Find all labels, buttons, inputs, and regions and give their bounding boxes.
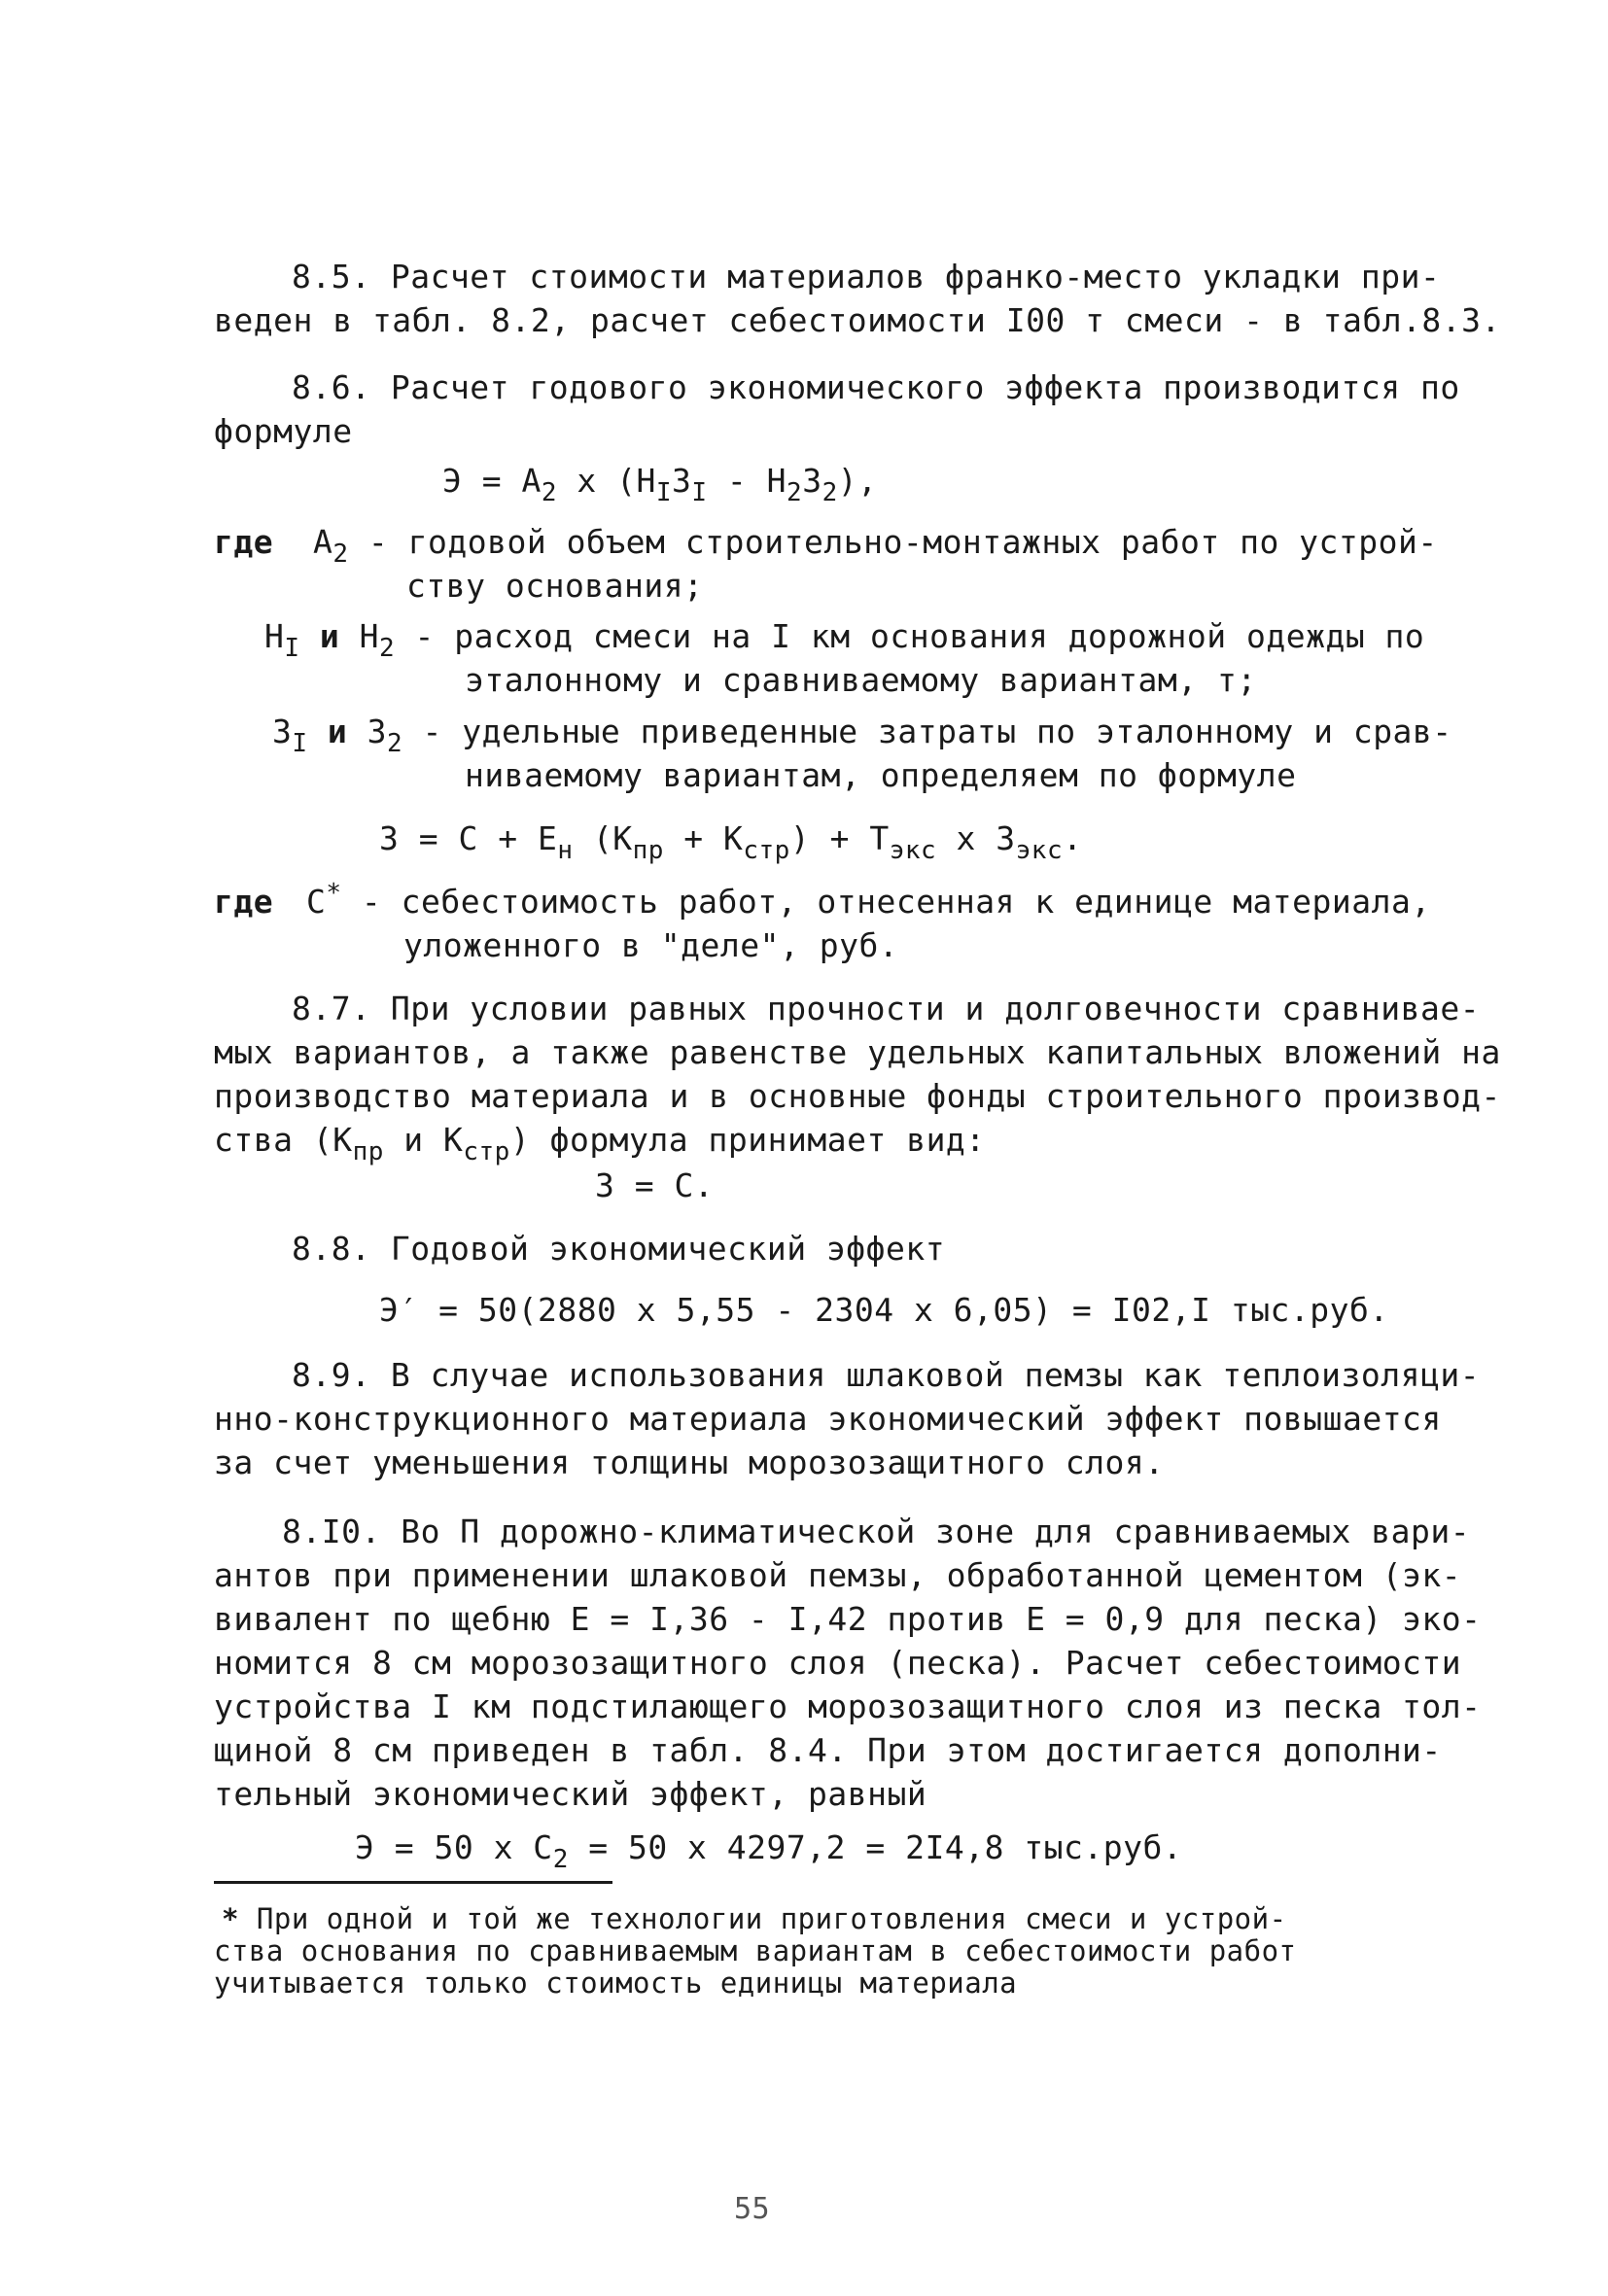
def-c-line-1: С* - себестоимость работ, отнесенная к единице материала,: [306, 879, 1431, 921]
def-c-line-2: уложенного в "деле", руб.: [403, 926, 899, 964]
para-8-9-line-3: за счет уменьшения толщины морозозащитного слоя.: [214, 1444, 1165, 1481]
para-8-7-line-1: 8.7. При условии равных прочности и долговечности сравнивае-: [292, 990, 1481, 1027]
page-number: 55: [734, 2192, 771, 2226]
para-8-9-line-2: нно-конструкционного материала экономический эффект повышается: [214, 1400, 1442, 1438]
def-z-line-1: $З_I$ и $З_2$ - удельные приведенные затраты по эталонному и срав-: [272, 713, 1452, 758]
formula-annual-effect: $Э = А_2$ х $(Н_IЗ_I - Н_2З_2)$,: [442, 462, 878, 507]
def-h-line-1: $Н_I$ и $Н_2$ - расход смеси на I км основания дорожной одежды по: [264, 617, 1425, 663]
para-8-8-line-1: 8.8. Годовой экономический эффект: [292, 1230, 946, 1268]
para-8-5-line-2: веден в табл. 8.2, расчет себестоимости I00 т смеси - в табл.8.3.: [214, 301, 1501, 339]
para-8-10-line-2: антов при применении шлаковой пемзы, обработанной цементом (эк-: [214, 1556, 1462, 1594]
para-8-10-line-3: вивалент по щебню Е = I,36 - I,42 против Е = 0,9 для песка) эко-: [214, 1600, 1482, 1638]
def-h-line-2: эталонному и сравниваемому вариантам, т;: [465, 661, 1257, 699]
para-8-7-line-4: ства ($К_{пр}$ и $К_{стр}$) формула принимает вид:: [214, 1121, 986, 1166]
para-8-10-line-1: 8.I0. Во П дорожно-климатической зоне для сравниваемых вари-: [282, 1513, 1471, 1550]
para-8-5-line-1: 8.5. Расчет стоимости материалов франко-место укладки при-: [292, 258, 1441, 296]
formula-annual-effect-value: Э′ = 50(2880 х 5,55 - 2304 х 6,05) = I02,I тыс.руб.: [379, 1291, 1389, 1329]
def-z-line-2: ниваемому вариантам, определяем по формуле: [465, 756, 1297, 794]
formula-additional-effect: Э = 50 х $С_2 = 50$ х 4297,2 = 2I4,8 тыс.руб.: [355, 1828, 1183, 1874]
where-label-2: где: [214, 883, 274, 921]
para-8-9-line-1: 8.9. В случае использования шлаковой пемзы как теплоизоляци-: [292, 1356, 1481, 1394]
where-label-1: где: [214, 523, 274, 561]
para-8-10-line-5: устройства I км подстилающего морозозащитного слоя из песка тол-: [214, 1687, 1482, 1725]
footnote-line-3: учитывается только стоимость единицы материала: [214, 1966, 1018, 2000]
footnote-line-1: * При одной и той же технологии приготовления смеси и устрой-: [222, 1902, 1287, 1935]
def-a2-line-2: ству основания;: [406, 567, 704, 605]
para-8-10-line-7: тельный экономический эффект, равный: [214, 1775, 927, 1813]
para-8-6-line-2: формуле: [214, 412, 353, 450]
para-8-7-line-3: производство материала и в основные фонды строительного производ-: [214, 1077, 1501, 1115]
para-8-7-line-2: мых вариантов, а также равенстве удельных капитальных вложений на: [214, 1033, 1501, 1071]
footnote-line-2: ства основания по сравниваемым вариантам в себестоимости работ: [214, 1934, 1297, 1967]
para-8-10-line-4: номится 8 см морозозащитного слоя (песка). Расчет себестоимости: [214, 1644, 1462, 1682]
formula-simplified: З = С.: [595, 1166, 715, 1204]
para-8-6-line-1: 8.6. Расчет годового экономического эффекта производится по: [292, 368, 1460, 406]
footnote-divider: [214, 1881, 612, 1884]
def-a2-symbol: $А_2$ - годовой объем строительно-монтажных работ по устрой-: [313, 523, 1438, 569]
formula-reduced-costs: $З = С + Е_н$ $(К_{пр} + К_{стр}) + Т_{экс}$ х $З_{экс}$.: [379, 819, 1083, 865]
para-8-10-line-6: щиной 8 см приведен в табл. 8.4. При этом достигается дополни-: [214, 1731, 1442, 1769]
